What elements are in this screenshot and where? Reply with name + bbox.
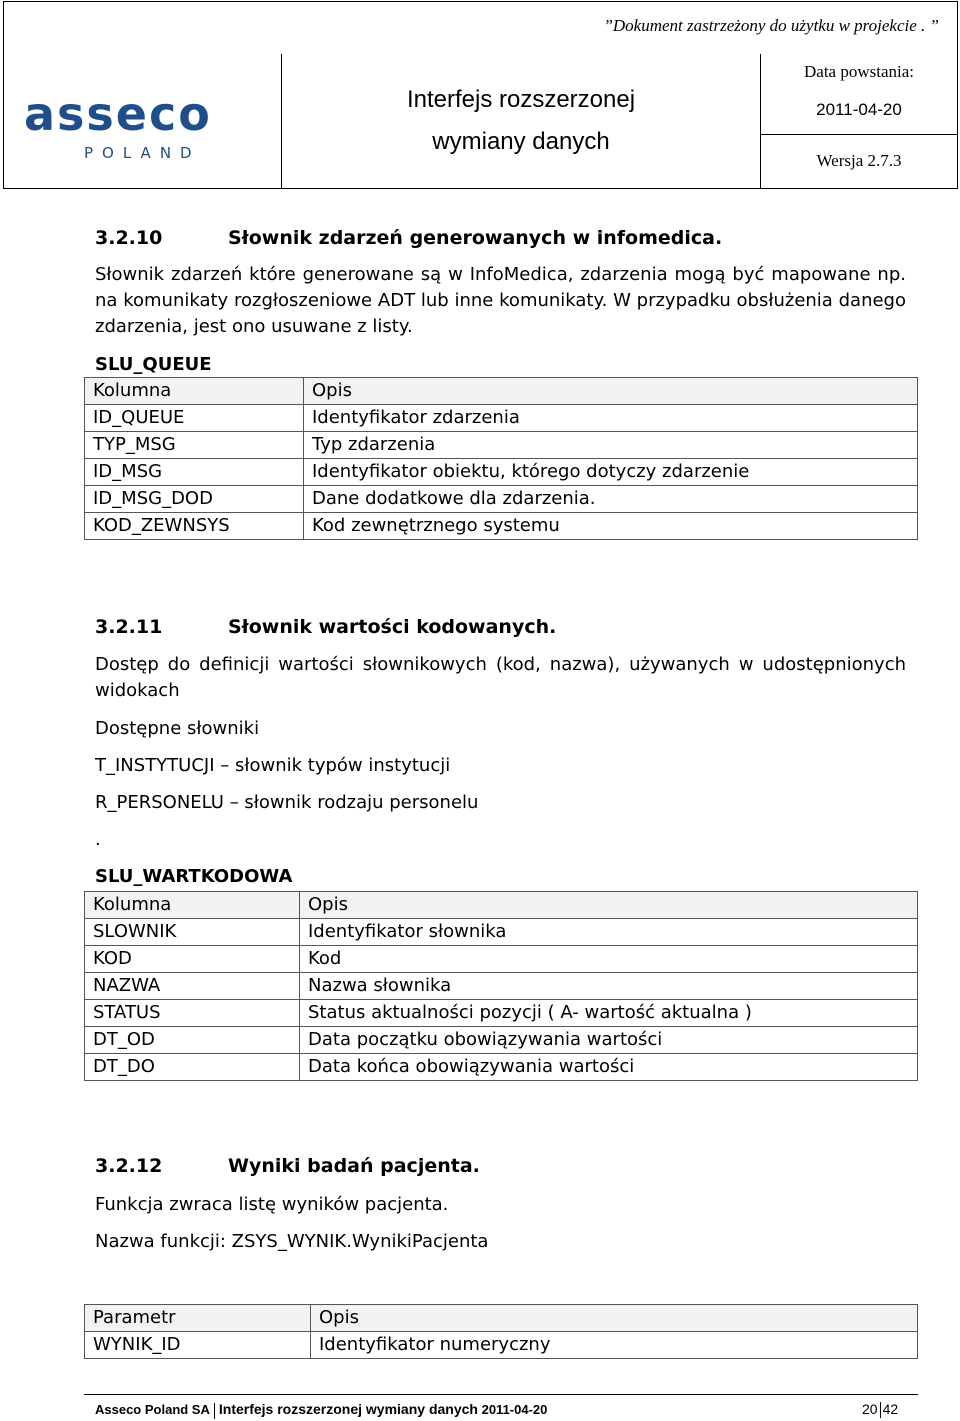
section-heading-3-2-12 bbox=[95, 1155, 480, 1177]
header-title-line1: Interfejs rozszerzonej bbox=[406, 85, 636, 113]
footer-date: 2011-04-20 bbox=[481, 1402, 548, 1417]
description-cell: Kod bbox=[300, 946, 918, 973]
description-cell: Status aktualności pozycji ( A- wartość aktualna ) bbox=[300, 1000, 918, 1027]
version-cell bbox=[761, 134, 958, 188]
table-row bbox=[85, 1000, 918, 1027]
parameter-cell: WYNIK_ID bbox=[85, 1332, 311, 1359]
dictionary-item: T_INSTYTUCJI – słownik typów instytucji bbox=[95, 755, 451, 776]
description-cell: Typ zdarzenia bbox=[304, 432, 918, 459]
page-footer bbox=[95, 1401, 547, 1419]
table-row bbox=[85, 405, 918, 432]
footer-company: Asseco Poland SA bbox=[95, 1402, 210, 1417]
logo-subtext: POLAND bbox=[84, 143, 201, 162]
header-cell: Opis bbox=[300, 892, 918, 919]
logo-cell bbox=[4, 54, 282, 189]
section-number: 3.2.11 bbox=[95, 616, 163, 638]
section-paragraph: Dostęp do definicji wartości słownikowych (kod, nazwa), używanych w udostępnionych widokach bbox=[95, 654, 906, 701]
description-cell: Identyfikator zdarzenia bbox=[304, 405, 918, 432]
column-cell: ID_QUEUE bbox=[85, 405, 304, 432]
table-name-slu-wartkodowa: SLU_WARTKODOWA bbox=[95, 866, 293, 887]
footer-divider bbox=[84, 1394, 918, 1395]
column-cell: ID_MSG_DOD bbox=[85, 486, 304, 513]
section-title: Słownik wartości kodowanych. bbox=[228, 616, 557, 638]
dictionary-item: R_PERSONELU – słownik rodzaju personelu bbox=[95, 792, 479, 813]
logo-wordmark: asseco bbox=[24, 86, 212, 141]
description-cell: Identyfikator numeryczny bbox=[311, 1332, 918, 1359]
table-row bbox=[85, 432, 918, 459]
table-row bbox=[85, 1054, 918, 1081]
document-header bbox=[3, 1, 958, 189]
table-header-row bbox=[85, 378, 918, 405]
title-cell bbox=[282, 54, 761, 189]
description-cell: Identyfikator obiektu, którego dotyczy zdarzenie bbox=[304, 459, 918, 486]
table-name-slu-queue: SLU_QUEUE bbox=[95, 354, 212, 375]
section-heading-3-2-11 bbox=[95, 616, 556, 638]
section-number: 3.2.10 bbox=[95, 227, 163, 249]
column-cell: DT_DO bbox=[85, 1054, 300, 1081]
table-header-row bbox=[85, 892, 918, 919]
table-row bbox=[85, 919, 918, 946]
description-cell: Identyfikator słownika bbox=[300, 919, 918, 946]
table-row bbox=[85, 1332, 918, 1359]
available-dictionaries-label: Dostępne słowniki bbox=[95, 718, 260, 739]
header-title-line2: wymiany danych bbox=[432, 127, 610, 155]
column-cell: TYP_MSG bbox=[85, 432, 304, 459]
column-cell: STATUS bbox=[85, 1000, 300, 1027]
description-cell: Data początku obowiązywania wartości bbox=[300, 1027, 918, 1054]
footer-separator bbox=[214, 1403, 215, 1419]
table-row bbox=[85, 513, 918, 540]
header-top-row bbox=[4, 2, 958, 54]
header-cell: Opis bbox=[304, 378, 918, 405]
description-cell: Kod zewnętrznego systemu bbox=[304, 513, 918, 540]
footer-doc-title: Interfejs rozszerzonej wymiany danych bbox=[218, 1401, 478, 1417]
function-description: Funkcja zwraca listę wyników pacjenta. bbox=[95, 1194, 449, 1215]
section-title: Słownik zdarzeń generowanych w infomedica. bbox=[228, 227, 723, 249]
column-cell: SLOWNIK bbox=[85, 919, 300, 946]
header-cell: Kolumna bbox=[85, 892, 300, 919]
header-cell: Opis bbox=[311, 1305, 918, 1332]
section-heading-3-2-10 bbox=[95, 227, 722, 249]
column-cell: ID_MSG bbox=[85, 459, 304, 486]
table-row bbox=[85, 486, 918, 513]
table-row bbox=[85, 946, 918, 973]
table-row bbox=[85, 973, 918, 1000]
stray-dot: . bbox=[95, 829, 101, 850]
confidential-notice: ”Dokument zastrzeżony do użytku w projekcie . ” bbox=[603, 16, 939, 35]
version: Wersja 2.7.3 bbox=[816, 151, 902, 171]
current-page: 20 bbox=[862, 1401, 878, 1417]
table-row bbox=[85, 459, 918, 486]
section-paragraph: Słownik zdarzeń które generowane są w InfoMedica, zdarzenia mogą być mapowane np. na komunikaty rozgłoszeniowe ADT lub inne komunikaty. W przypadku obsłużenia danego zdarzenia, jest ono usuwane z listy. bbox=[95, 264, 906, 337]
description-cell: Nazwa słownika bbox=[300, 973, 918, 1000]
column-cell: NAZWA bbox=[85, 973, 300, 1000]
table-row bbox=[85, 1027, 918, 1054]
column-cell: KOD_ZEWNSYS bbox=[85, 513, 304, 540]
description-cell: Data końca obowiązywania wartości bbox=[300, 1054, 918, 1081]
page-number bbox=[862, 1401, 898, 1418]
date-label: Data powstania: bbox=[804, 61, 914, 81]
column-cell: DT_OD bbox=[85, 1027, 300, 1054]
header-cell: Kolumna bbox=[85, 378, 304, 405]
section-title: Wyniki badań pacjenta. bbox=[228, 1155, 480, 1177]
header-cell: Parametr bbox=[85, 1305, 311, 1332]
date-value: 2011-04-20 bbox=[816, 99, 902, 119]
total-pages: 42 bbox=[882, 1401, 899, 1417]
table-header-row bbox=[85, 1305, 918, 1332]
table-wyniki-params bbox=[84, 1304, 918, 1359]
table-slu-queue bbox=[84, 377, 918, 540]
column-cell: KOD bbox=[85, 946, 300, 973]
function-name: Nazwa funkcji: ZSYS_WYNIK.WynikiPacjenta bbox=[95, 1231, 489, 1252]
description-cell: Dane dodatkowe dla zdarzenia. bbox=[304, 486, 918, 513]
date-cell bbox=[761, 54, 958, 135]
table-slu-wartkodowa bbox=[84, 891, 918, 1081]
asseco-logo bbox=[4, 54, 281, 184]
section-number: 3.2.12 bbox=[95, 1155, 163, 1177]
page-separator bbox=[880, 1402, 881, 1418]
